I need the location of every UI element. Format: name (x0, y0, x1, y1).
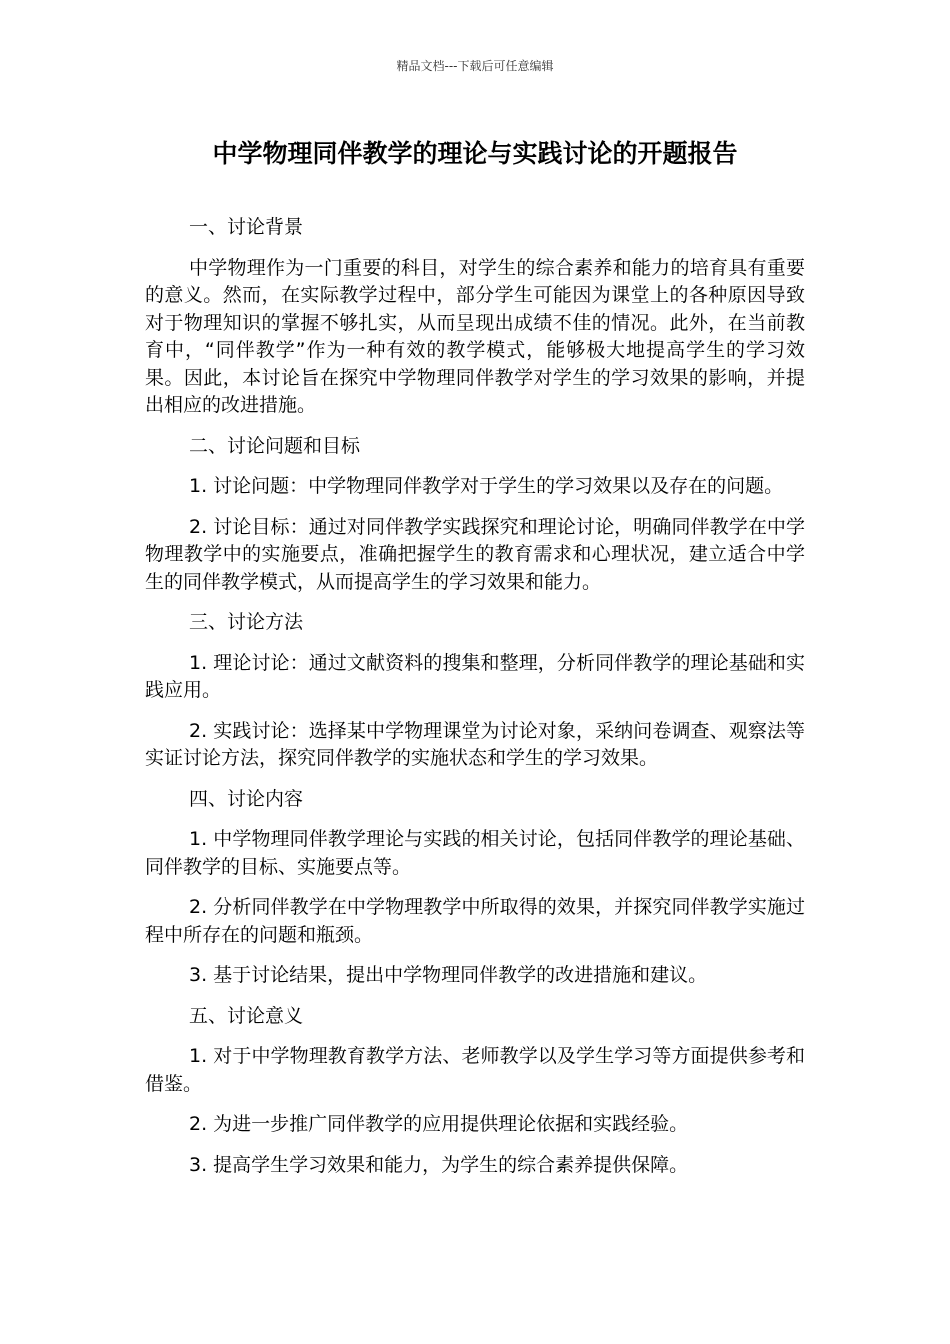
section-heading-significance: 五、讨论意义 (189, 1004, 304, 1027)
paragraph-significance-1: 1. 对于中学物理教育教学方法、老师教学以及学生学习等方面提供参考和借鉴。 (145, 1045, 805, 1095)
document-title: 中学物理同伴教学的理论与实践讨论的开题报告 (212, 139, 738, 168)
header-note: 精品文档---下载后可任意编辑 (396, 59, 554, 73)
paragraph-content-3: 3. 基于讨论结果，提出中学物理同伴教学的改进措施和建议。 (189, 964, 708, 986)
paragraph-question: 1. 讨论问题：中学物理同伴教学对于学生的学习效果以及存在的问题。 (189, 475, 784, 497)
paragraph-significance-3: 3. 提高学生学习效果和能力，为学生的综合素养提供保障。 (189, 1153, 689, 1176)
section-heading-content: 四、讨论内容 (189, 787, 304, 810)
document-body (145, 214, 805, 1192)
paragraph-content-1: 1. 中学物理同伴教学理论与实践的相关讨论，包括同伴教学的理论基础、同伴教学的目标、实施要点等。 (145, 828, 805, 878)
paragraph-content-2: 2. 分析同伴教学在中学物理教学中所取得的效果，并探究同伴教学实施过程中所存在的问题和瓶颈。 (145, 896, 805, 946)
paragraph-significance-2: 2. 为进一步推广同伴教学的应用提供理论依据和实践经验。 (189, 1113, 689, 1135)
section-heading-questions-goals: 二、讨论问题和目标 (189, 434, 361, 457)
paragraph-method-practice: 2. 实践讨论：选择某中学物理课堂为讨论对象，采纳问卷调查、观察法等实证讨论方法，探究同伴教学的实施状态和学生的学习效果。 (145, 719, 805, 769)
section-heading-methods: 三、讨论方法 (189, 611, 304, 633)
section-heading-background: 一、讨论背景 (189, 216, 304, 238)
paragraph-background: 中学物理作为一门重要的科目，对学生的综合素养和能力的培育具有重要的意义。然而，在实际教学过程中，部分学生可能因为课堂上的各种原因导致对于物理知识的掌握不够扎实，从而呈现出成绩不佳的情况。此外，在当前教育中，“同伴教学”作为一种有效的教学模式，能够极大地提高学生的学习效果。因此，本讨论旨在探究中学物理同伴教学对学生的学习效果的影响，并提出相应的改进措施。 (145, 256, 805, 416)
paragraph-method-theory: 1. 理论讨论：通过文献资料的搜集和整理，分析同伴教学的理论基础和实践应用。 (145, 651, 805, 701)
paragraph-goal: 2. 讨论目标：通过对同伴教学实践探究和理论讨论，明确同伴教学在中学物理教学中的实施要点，准确把握学生的教育需求和心理状况，建立适合中学生的同伴教学模式，从而提高学生的学习效果和能力。 (145, 515, 805, 593)
